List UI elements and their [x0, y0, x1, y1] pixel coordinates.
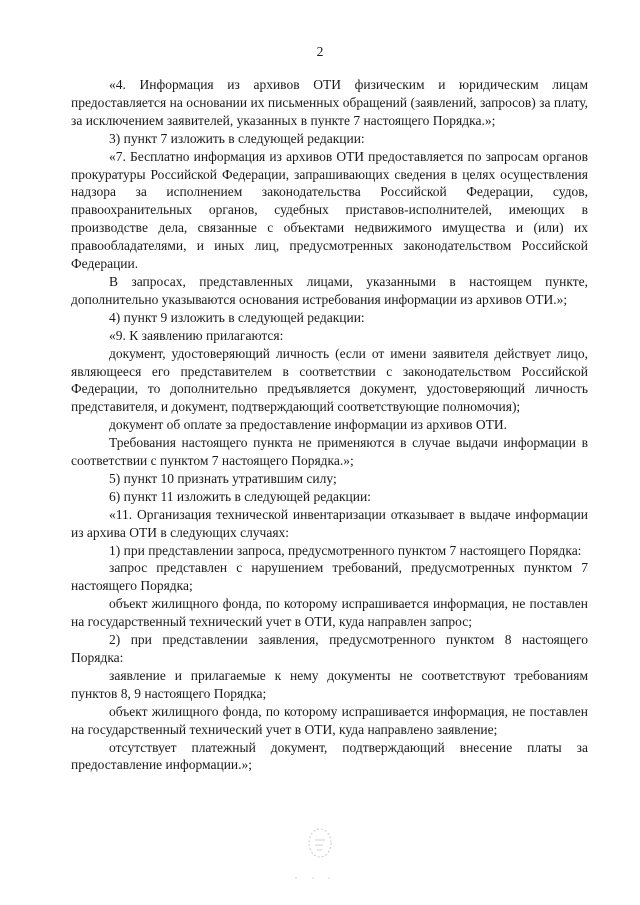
- paragraph: «7. Бесплатно информация из архивов ОТИ предоставляется по запросам органов прокуратуры Российской Федерации, запрашивающих сведения в целях осуществления надзора за исполнением законодательства Российской Федерации, судов, правоохранительных органов, судебных приставов-исполнителей, имеющих в производстве дела, связанные с объектами недвижимого имущества и (или) их правообладателями, и иных лиц, предусмотренных законодательством Российской Федерации.: [71, 148, 588, 272]
- paragraph: «9. К заявлению прилагаются:: [109, 327, 284, 343]
- paragraph: заявление и прилагаемые к нему документы не соответствуют требованиям пунктов 8, 9 настоящего Порядка;: [71, 667, 588, 701]
- paragraph: «4. Информация из архивов ОТИ физическим и юридическим лицам предоставляется на основании их письменных обращений (заявлений, запросов) за плату, за исключением заявителей, указанных в пункте 7 настоящего Порядка.»;: [71, 77, 588, 128]
- paragraph: 3) пункт 7 изложить в следующей редакции:: [109, 130, 365, 146]
- paragraph: объект жилищного фонда, по которому испрашивается информация, не поставлен на государственный технический учет в ОТИ, куда направлен запрос;: [71, 596, 588, 630]
- paragraph: «11. Организация технической инвентаризации отказывает в выдаче информации из архива ОТИ в следующих случаях:: [71, 506, 588, 540]
- paragraph: объект жилищного фонда, по которому испрашивается информация, не поставлен на государственный технический учет в ОТИ, куда направлено заявление;: [71, 703, 588, 737]
- paragraph: В запросах, представленных лицами, указанными в настоящем пункте, дополнительно указываются основания истребования информации из архивов ОТИ.»;: [71, 273, 588, 307]
- paragraph: 1) при представлении запроса, предусмотренного пунктом 7 настоящего Порядка:: [109, 542, 582, 558]
- paragraph: 5) пункт 10 признать утратившим силу;: [109, 470, 337, 486]
- paragraph: 6) пункт 11 изложить в следующей редакции:: [109, 488, 371, 504]
- faint-stamp-mark: [306, 826, 334, 860]
- paragraph: 4) пункт 9 изложить в следующей редакции:: [109, 309, 365, 325]
- scan-speck: [293, 876, 333, 880]
- page-number: 2: [316, 44, 324, 59]
- paragraph: документ, удостоверяющий личность (если от имени заявителя действует лицо, являющееся его представителем в соответствии с законодательством Российской Федерации, то дополнительно предъявляется документ, удостоверяющий личность представителя, и документ, подтверждающий соответствующие полномочия);: [71, 345, 588, 415]
- paragraph: отсутствует платежный документ, подтверждающий внесение платы за предоставление информации.»;: [71, 739, 588, 773]
- paragraph: 2) при представлении заявления, предусмотренного пунктом 8 настоящего Порядка:: [71, 632, 588, 665]
- paragraph: запрос представлен с нарушением требований, предусмотренных пунктом 7 настоящего Порядка;: [71, 560, 588, 594]
- document-body: [71, 76, 588, 774]
- paragraph: документ об оплате за предоставление информации из архивов ОТИ.: [109, 417, 507, 433]
- paragraph: Требования настоящего пункта не применяются в случае выдачи информации в соответствии с пунктом 7 настоящего Порядка.»;: [71, 435, 588, 469]
